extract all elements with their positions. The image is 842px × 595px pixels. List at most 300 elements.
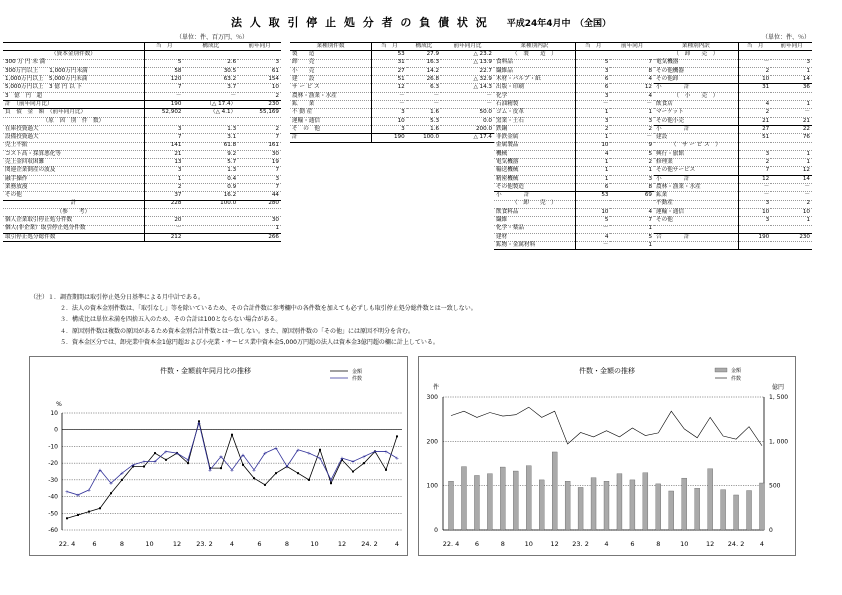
row-label: 300万円以上 1,000万円未満 [3,67,144,75]
table-row [494,117,654,125]
column-header: 当 月 [738,43,771,51]
y-tick-label: 0 [434,527,438,534]
cell-value: △ 23.2 [441,51,494,59]
cell-value: 7 [144,134,183,142]
bar [708,469,713,530]
cell-value: △ 13.9 [441,59,494,67]
bar [487,474,492,530]
y-tick-label: 10 [50,410,58,417]
row-label: ゴム・皮革 [494,109,575,117]
cell-value: － [441,101,494,109]
row-label: （参 考） [3,208,144,216]
cell-value: △ 32.9 [441,76,494,84]
cell-value [144,117,183,125]
cell-value: 10 [238,84,281,92]
row-label: 個人企業取引停止処分件数 [3,217,144,225]
row-label: 飲食料品 [494,208,575,216]
y-tick-label: 200 [426,438,438,446]
cell-value: 53 [575,192,610,200]
cell-value: 12 [610,84,654,92]
row-label: 出版・印刷 [494,84,575,92]
cell-value [575,51,610,59]
data-point: + [141,459,147,466]
cell-value: 230 [771,233,812,241]
table-row [3,225,281,233]
cell-value: 100.0 [407,134,441,142]
y-tick-label: -10 [48,443,58,451]
cell-value: 19 [238,159,281,167]
x-tick-label: 6 [257,540,262,548]
data-point [165,459,167,461]
cell-value: 27.9 [407,51,441,59]
cell-value: 1.3 [183,125,238,133]
cell-value: － [183,92,238,100]
table-row [3,192,281,200]
cell-value: 3.7 [183,84,238,92]
cell-value: 230 [238,101,281,109]
cell-value: 212 [144,233,183,241]
data-point: + [75,492,81,499]
table-row [494,109,654,117]
cell-value: 0.9 [183,184,238,192]
x-tick-label: 23. 2 [572,540,589,548]
row-label: その他卸 [654,76,738,84]
row-label: 5,000万円以上 3 億 円 以 下 [3,84,144,92]
data-point [121,479,123,481]
cell-value: 3 [738,150,771,158]
cell-value: 4 [610,76,654,84]
bar [461,467,466,530]
data-point: + [130,462,136,469]
row-label: その他機器 [654,67,738,75]
cell-value: 5 [610,233,654,241]
cell-value: 190 [738,233,771,241]
cell-value [183,225,238,233]
cell-value [771,225,812,233]
row-label: サ ー ビ ス [290,84,371,92]
unit-left: （単位：件、百万円、％） [176,34,249,41]
row-label: 鉱 業 [290,101,371,109]
table-row [3,101,281,109]
y2-axis-label: 億円 [772,384,785,391]
x-tick-label: 10 [524,540,533,548]
cell-value: 1.3 [183,167,238,175]
data-point [77,514,79,516]
data-point [99,507,101,509]
cell-value: － [738,192,771,200]
cell-value: （△ 17.4） [183,101,238,109]
cell-value: 10 [738,208,771,216]
table-row [654,67,812,75]
data-point [231,434,233,436]
cell-value: 21 [738,117,771,125]
table-row [3,76,281,84]
cell-value: 6 [575,184,610,192]
cell-value: 3 [371,109,406,117]
x-tick-label: 4 [394,540,400,548]
data-point [363,462,365,464]
cell-value: 21 [144,150,183,158]
cell-value: 190 [144,101,183,109]
data-point: + [394,456,400,463]
table-row [494,184,654,192]
row-label: 1,000万円以上 5,000万円未満 [3,76,144,84]
cell-value: 7 [610,217,654,225]
capital-cause-table [3,42,281,242]
row-label: その他製造 [494,184,575,192]
data-point [154,452,156,454]
table-row [290,125,494,133]
bar [669,491,674,530]
x-tick-label: 12 [550,540,559,548]
table-row [494,84,654,92]
cell-value: 154 [238,76,281,84]
table-row [494,192,654,200]
chart-yoy-title: 件数・金額前年同月比の推移 [160,367,251,375]
row-label [654,225,738,233]
row-label: 負 債 金 額 （前年同月比） [3,109,144,117]
table-row [3,109,281,117]
table-row [3,51,281,59]
x-tick-label: 12 [706,540,715,548]
data-point: + [174,451,180,458]
table-row [494,225,654,233]
row-label: そ の 他 [290,125,371,133]
row-label: 木材・パルプ・紙 [494,76,575,84]
y-tick-label: 100 [426,482,438,490]
cell-value: △ 17.4 [441,134,494,142]
row-label: 計 （前年同月比） [3,101,144,109]
cell-value: 3.1 [183,134,238,142]
cell-value: 37 [144,192,183,200]
row-label: （ 卸 売 ） [654,51,738,59]
row-label: 化学・薬品 [494,225,575,233]
row-label: （ 製 造 ） [494,51,575,59]
data-point [308,479,310,481]
row-label: 化学 [494,92,575,100]
data-point [253,477,255,479]
cell-value: － [407,92,441,100]
cell-value: 190 [371,134,406,142]
data-point: + [64,489,70,496]
data-point: + [306,451,312,458]
cell-value: 20 [144,217,183,225]
x-tick-label: 24. 2 [361,540,378,548]
table-row [3,142,281,150]
x-tick-label: 6 [474,540,479,548]
cell-value: － [441,92,494,100]
cell-value: － [371,101,406,109]
row-label: その他 [654,217,738,225]
row-label: 窯業・土石 [494,117,575,125]
row-label: その他小売 [654,117,738,125]
cell-value: 30.5 [183,67,238,75]
cell-value: 2 [610,125,654,133]
data-point [110,492,112,494]
row-label: 合 計 [654,233,738,241]
row-label: 飲食店 [654,101,738,109]
cell-value: 12 [738,175,771,183]
chart-yoy [29,356,408,556]
cell-value: 61.8 [183,142,238,150]
cell-value: 9.2 [183,150,238,158]
cell-value: 1 [771,159,812,167]
cell-value: － [771,184,812,192]
x-tick-label: 4 [229,540,235,548]
cell-value: 76 [771,134,812,142]
cell-value: 2 [738,159,771,167]
row-label: その他サービス [654,167,738,175]
table-row [3,134,281,142]
y-tick-label: 0 [54,426,58,434]
cell-value [771,242,812,250]
row-label: 建材 [494,233,575,241]
table-row [494,67,654,75]
cell-value: 3 [610,117,654,125]
header-row [3,43,281,51]
row-label: 小 計 [654,125,738,133]
cell-value: 1 [610,242,654,250]
table-row [494,150,654,158]
cell-value: 1 [610,109,654,117]
row-label: 小 売 [290,67,371,75]
row-label: 建 設 [290,76,371,84]
table-row [3,217,281,225]
y-tick-label: -40 [48,493,58,501]
table-row [290,84,494,92]
cell-value: 141 [144,142,183,150]
table-row [654,167,812,175]
data-point: + [218,454,224,461]
cell-value: 52,902 [144,109,183,117]
data-point [264,484,266,486]
data-point: + [196,421,202,428]
cell-value: 10 [371,117,406,125]
cell-value: 12 [371,84,406,92]
data-point: + [207,467,213,474]
bar [552,452,557,530]
data-point [143,465,145,467]
x-tick-label: 8 [656,540,661,548]
header-row [494,43,654,51]
row-label: 計 [3,200,144,208]
bar [526,466,531,530]
cell-value: 5.7 [183,159,238,167]
data-point: + [185,457,191,464]
column-header: 業種別内訳 [654,43,738,51]
cell-value: 5 [144,59,183,67]
cell-value: 1 [238,225,281,233]
table-row [654,134,812,142]
table-row [654,125,812,133]
cell-value [738,92,771,100]
row-label: 小 計 [654,84,738,92]
data-point [88,511,90,513]
data-point [319,449,321,451]
y-tick-label: -30 [48,476,58,484]
cell-value: 4 [575,233,610,241]
table-row [3,150,281,158]
x-tick-label: 10 [310,540,319,548]
data-point: + [163,449,169,456]
cell-value: 161 [238,142,281,150]
cell-value: 3 [238,175,281,183]
cell-value: 10 [771,208,812,216]
y-axis-label: % [56,401,62,408]
cell-value: 2 [238,125,281,133]
cell-value: 1 [771,150,812,158]
table-row [654,233,812,241]
table-row [290,67,494,75]
cell-value: － [575,242,610,250]
table-row [654,192,812,200]
period-text: 平成24年4月中 （全国） [506,19,612,29]
row-label: 取引停止処分総件数 [3,233,144,241]
column-header: 当 月 [371,43,406,51]
cell-value [238,117,281,125]
cell-value [183,233,238,241]
table-row [494,200,654,208]
row-label: 繊維品 [494,67,575,75]
cell-value: 69 [610,192,654,200]
column-header: 構成比 [407,43,441,51]
bar [500,467,505,530]
row-label: 農林・漁業・水産 [654,184,738,192]
row-label: 農林・漁業・水産 [290,92,371,100]
row-label: 食料品 [494,59,575,67]
y-tick-label: -50 [48,510,58,518]
table-row [654,92,812,100]
table-row [654,200,812,208]
data-point [220,467,222,469]
cell-value: － [771,192,812,200]
data-point: + [361,454,367,461]
y2-tick-label: 1, 500 [769,394,789,401]
table-row [3,67,281,75]
table-row [654,101,812,109]
cell-value: 3 [771,59,812,67]
cell-value: 27 [371,67,406,75]
cell-value: 21 [771,117,812,125]
bar [591,478,596,530]
cell-value: 51 [371,76,406,84]
data-point: + [284,464,290,471]
cell-value: 200.0 [441,125,494,133]
table-row [494,217,654,225]
table-row [654,225,812,233]
cell-value: 10 [575,208,610,216]
cell-value: － [575,101,610,109]
data-point: + [339,456,345,463]
chart-yoy-svg [30,357,407,555]
cell-value: 2.6 [183,59,238,67]
cell-value [144,208,183,216]
cell-value: 280 [238,200,281,208]
row-label: 関連企業倒産の波及 [3,167,144,175]
cell-value: 1 [575,167,610,175]
cell-value: 16.3 [407,59,441,67]
cell-value [183,208,238,216]
bar [734,495,739,530]
cell-value: 1 [575,134,610,142]
bar [565,481,570,530]
x-tick-label: 22. 4 [442,540,460,548]
table-row [494,167,654,175]
cell-value: 1.6 [407,125,441,133]
row-label: 卸 売 [290,59,371,67]
cell-value: 6.3 [407,84,441,92]
row-label: 鉱業 [654,192,738,200]
cell-value: 1 [771,101,812,109]
cell-value: 3 [575,67,610,75]
cell-value [575,200,610,208]
cell-value: 36 [771,84,812,92]
data-point: + [295,447,301,454]
table-row [654,84,812,92]
cell-value: 22 [771,125,812,133]
cell-value: － [610,101,654,109]
cell-value: 50.0 [441,109,494,117]
cell-value: 1 [575,159,610,167]
row-label: 小 計 [654,175,738,183]
industry-breakdown-table-1 [494,42,654,250]
table-row [654,76,812,84]
cell-value: 2 [238,92,281,100]
cell-value [183,217,238,225]
cell-value: 5 [575,59,610,67]
table-row [654,117,812,125]
table-row [290,101,494,109]
cell-value: 4 [738,101,771,109]
cell-value: 22.7 [441,67,494,75]
cell-value: － [771,109,812,117]
cell-value: 2 [575,125,610,133]
row-label: （ サ ー ビ ス ） [654,142,738,150]
bar [539,480,544,530]
cell-value: 1.6 [407,109,441,117]
cell-value: － [144,92,183,100]
x-tick-label: 10 [680,540,689,548]
table-row [654,142,812,150]
data-point: + [273,446,279,453]
cell-value: 3 [371,125,406,133]
cell-value: 26.8 [407,76,441,84]
cell-value: 3 [575,117,610,125]
cell-value: 44 [238,192,281,200]
row-label: その他 [3,192,144,200]
row-label: 精密機械 [494,175,575,183]
cell-value: 4 [610,92,654,100]
note-line: ３．構成比は単位未満を四捨五入のため、その合計は100とならない場合がある。 [60,316,282,324]
row-label: 電気機器 [494,159,575,167]
cell-value: 14 [771,175,812,183]
row-label: 修理業 [654,159,738,167]
cell-value: 30 [238,150,281,158]
bar [695,488,700,530]
chart-count-amount [418,356,796,556]
table-row [3,184,281,192]
table-row [290,134,494,142]
cell-value: 61 [238,67,281,75]
bar [449,481,454,530]
cell-value: 31 [738,84,771,92]
cell-value: 58 [144,67,183,75]
industry-breakdown-table-2 [654,42,812,250]
x-tick-label: 4 [604,540,609,548]
cell-value [610,200,654,208]
cell-value: 2 [738,109,771,117]
cell-value: 120 [144,76,183,84]
